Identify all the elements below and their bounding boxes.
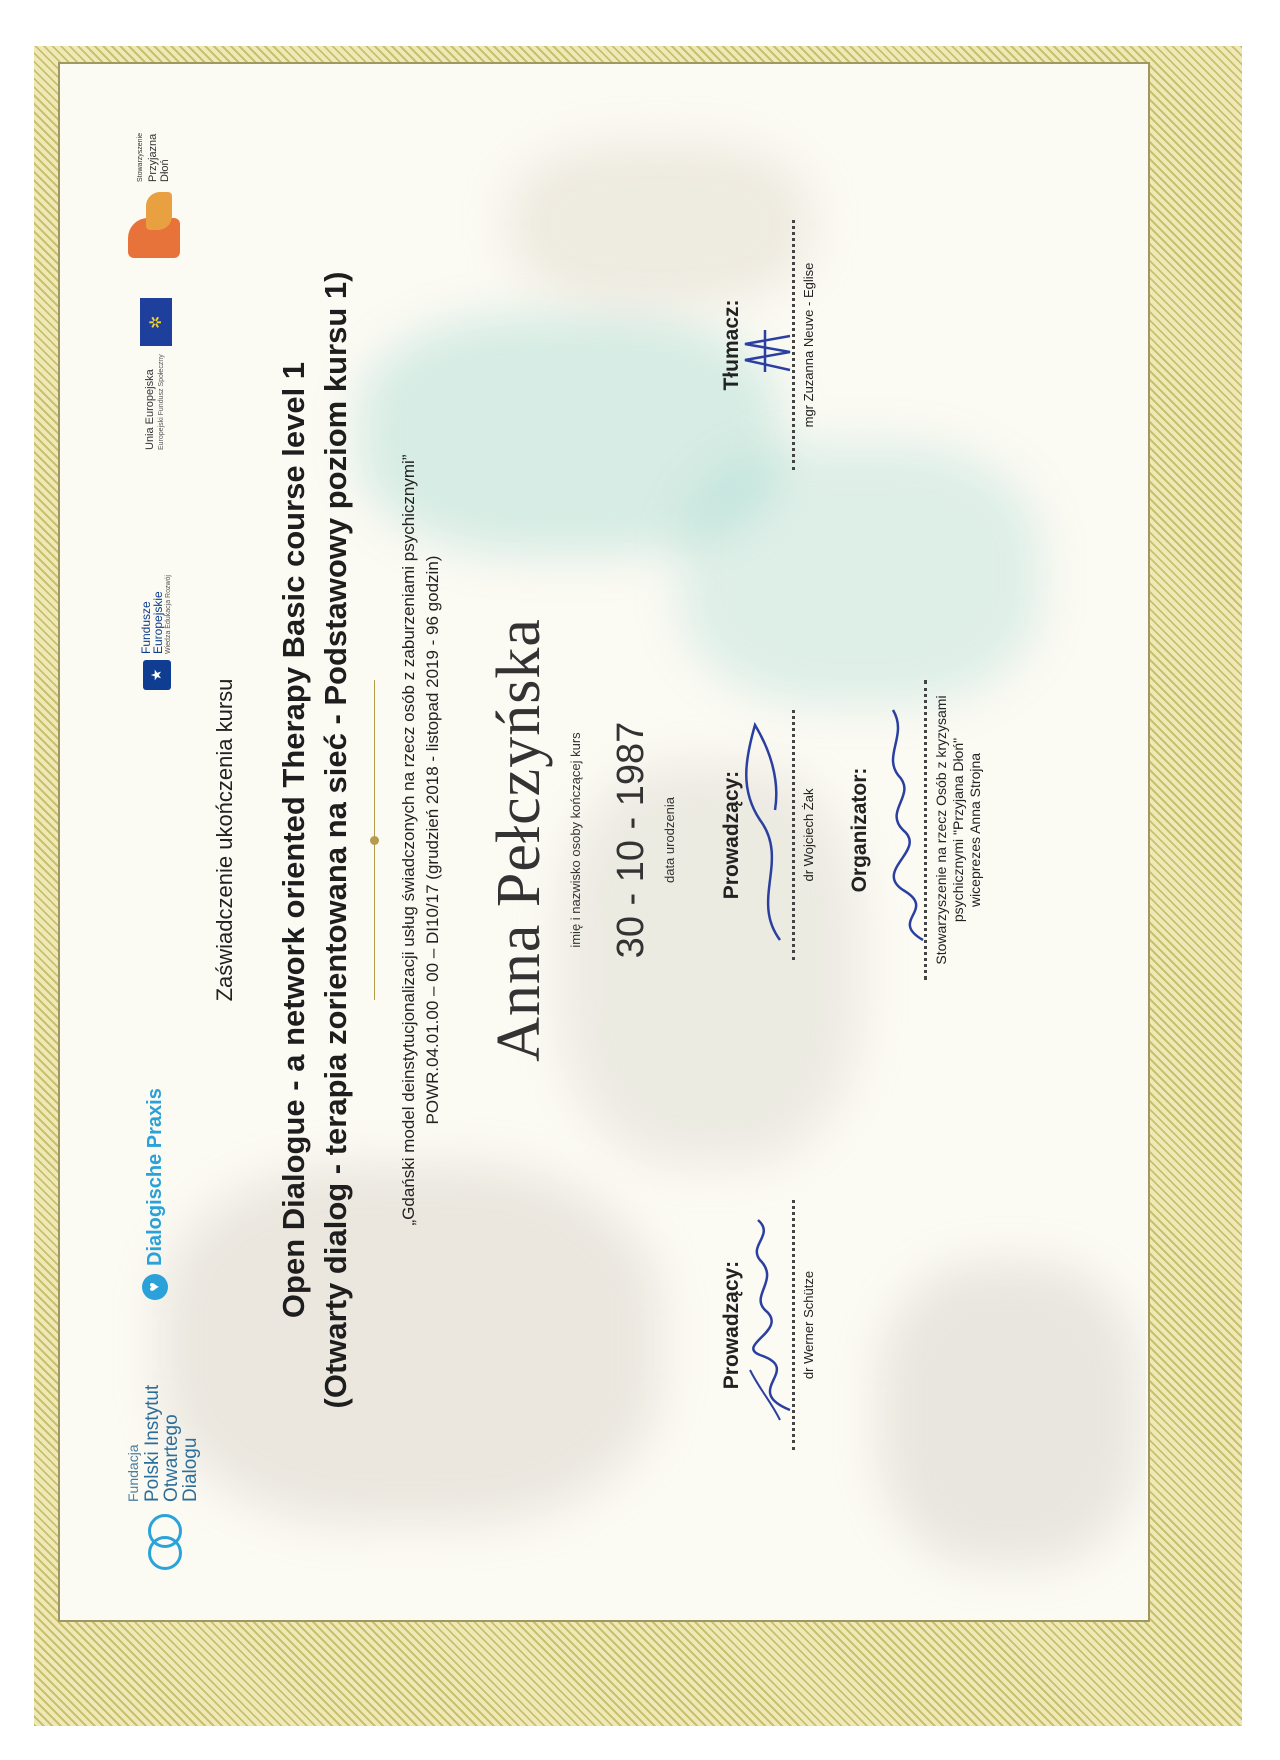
role-label-right: Tłumacz: (720, 299, 743, 391)
ue-sub: Europejski Fundusz Społeczny (158, 354, 165, 450)
signature-block-zak (720, 710, 816, 960)
logo-fundacja-line4: Dialogu (180, 1437, 201, 1502)
hands-icon (120, 188, 186, 260)
pd-line2: Przyjazna (147, 133, 159, 182)
signer-name-right: mgr Zuzanna Neuve - Eglise (801, 262, 816, 428)
star-icon: ★ (143, 660, 171, 690)
dialogische-praxis-label: Dialogische Praxis (143, 1088, 166, 1266)
handwritten-signature-schutze (720, 1200, 810, 1450)
project-line2: POWR.04.01.00 – 00 – DI10/17 (grudzień 2018 - listopad 2019 - 96 godzin) (423, 555, 442, 1125)
birth-date: 30 - 10 - 1987 (610, 721, 652, 959)
unia-europejska-logo (140, 298, 172, 450)
organizer-person: wiceprezes Anna Strojna (967, 752, 983, 908)
fe-line2: Europejskie (151, 591, 165, 654)
przyjazna-dlon-logo (120, 133, 186, 260)
certificate-content (80, 80, 1130, 1600)
pd-line3: Dłoń (159, 159, 171, 182)
signature-block-schutze (720, 1200, 816, 1450)
role-label-organizer: Organizator: (848, 767, 871, 893)
participant-name-caption: imię i nazwisko osoby kończącej kurs (568, 732, 583, 948)
organizer-block (848, 680, 984, 980)
handwritten-signature-translator (720, 220, 810, 470)
pd-line1: Stowarzyszenie (137, 132, 144, 182)
birth-date-caption: data urodzenia (662, 797, 677, 884)
logo-fundacja-line1: Fundacja (125, 1444, 141, 1502)
participant-name: Anna Pełczyńska (485, 618, 553, 1062)
role-label-middle: Prowadzący: (720, 770, 743, 900)
project-line1: „Gdański model deinstytucjonalizacji usług świadczonych na rzecz osób z zaburzeniami psychicznymi” (399, 454, 418, 1226)
organizer-org-name: Stowarzyszenie na rzecz Osób z kryzysami psychicznymi "Przyjana Dłoń" (933, 695, 966, 965)
course-title-en: Open Dialogue - a network oriented Therapy Basic course level 1 (276, 361, 311, 1319)
od-logo-icon (140, 1512, 184, 1570)
logo-fundacja-line2: Polski Instytut (142, 1384, 163, 1502)
dialogische-praxis-logo (142, 1088, 168, 1300)
handwritten-signature-zak (720, 710, 810, 960)
ue-label: Unia Europejska (144, 369, 156, 450)
fundacja-logo (124, 1385, 200, 1570)
fundusze-europejskie-logo (140, 575, 173, 690)
certificate-sheet (80, 80, 1130, 1600)
logo-fundacja-line3: Otwartego (161, 1414, 182, 1502)
signer-name-middle: dr Wojciech Żak (801, 788, 816, 882)
role-label-left: Prowadzący: (720, 1260, 743, 1390)
fe-sub: Wiedza Edukacja Rozwój (165, 575, 172, 654)
certificate-subtitle: Zaświadczenie ukończenia kursu (212, 678, 237, 1002)
signature-block-translator (720, 220, 816, 470)
course-title-pl: (Otwarty dialog - terapia zorientowana na sieć - Podstawowy poziom kursu 1) (318, 271, 353, 1409)
project-description (398, 80, 444, 1600)
divider (374, 680, 375, 1000)
heart-icon: ♥ (142, 1274, 168, 1300)
fe-line1: Fundusze (139, 601, 153, 654)
signer-name-left: dr Werner Schütze (801, 1270, 816, 1380)
eu-flag-icon: ✲ (140, 298, 172, 346)
handwritten-signature-organizer (848, 680, 948, 980)
